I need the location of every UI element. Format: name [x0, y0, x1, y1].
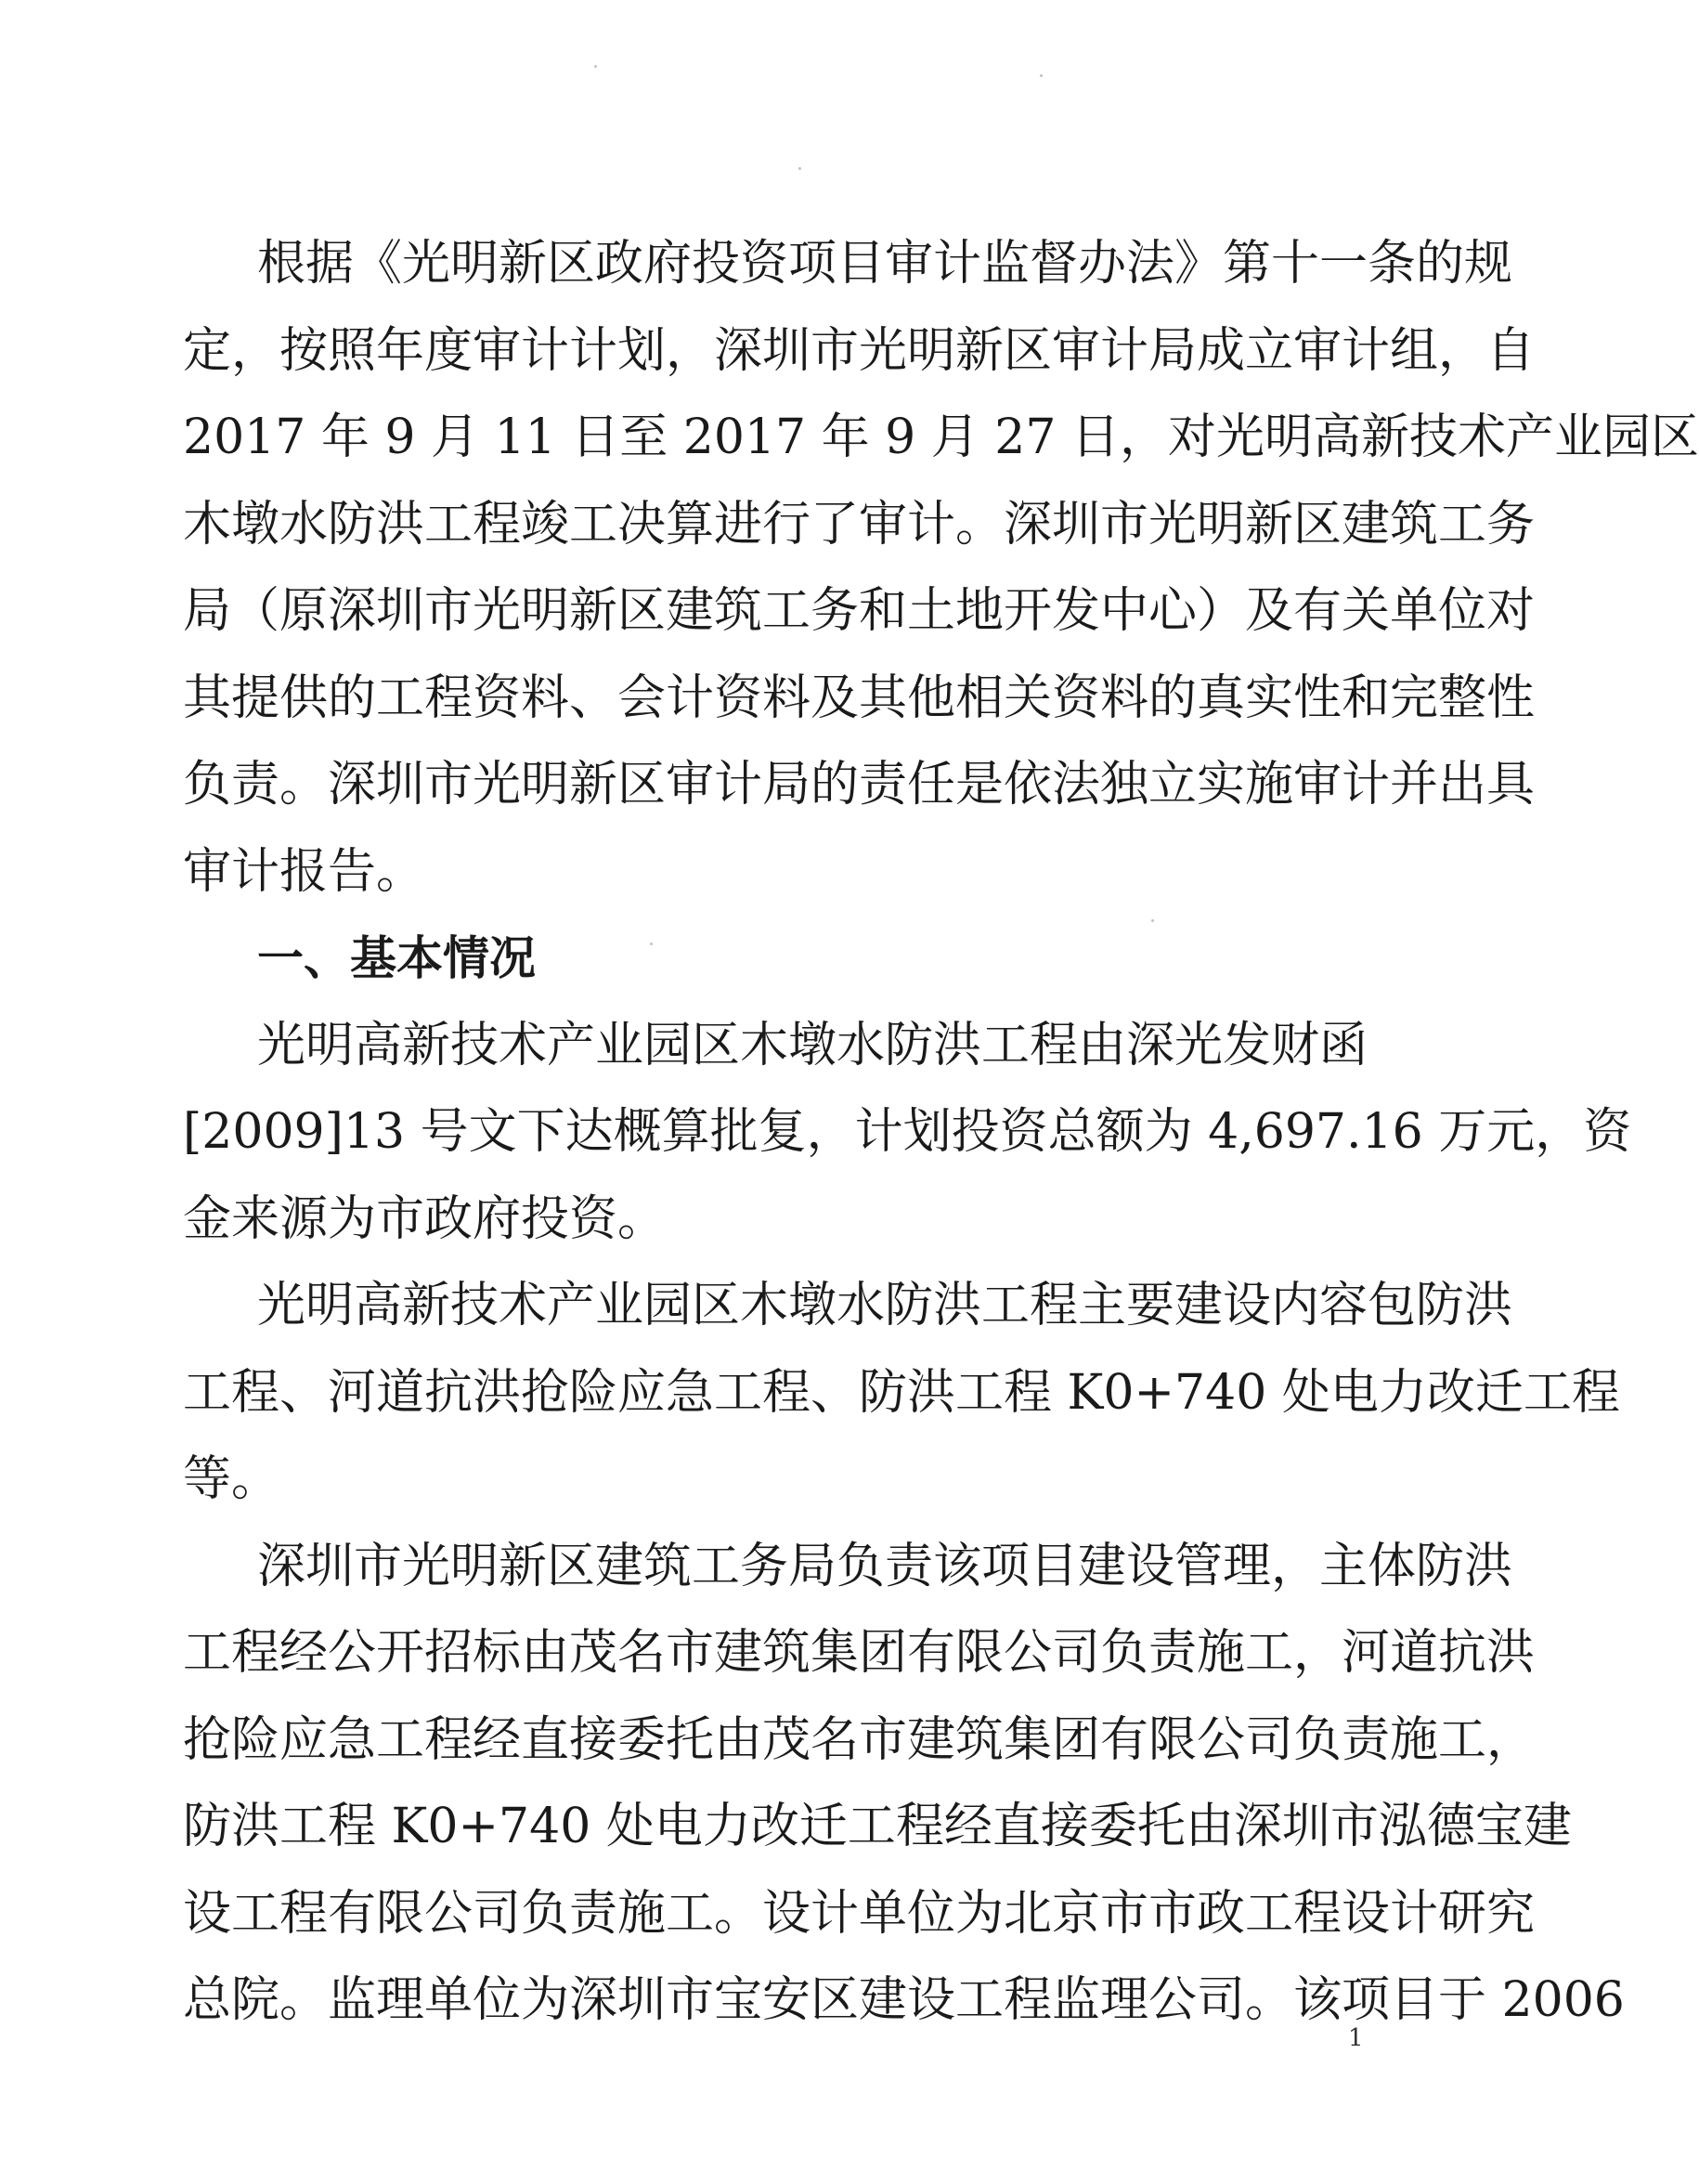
paragraph-4-line-6: 总院。监理单位为深圳市宝安区建设工程监理公司。该项目于 2006 [183, 1972, 1625, 2028]
page-number: 1 [1348, 2024, 1364, 2052]
paragraph-1-line-7: 负责。深圳市光明新区审计局的责任是依法独立实施审计并出具 [183, 757, 1536, 812]
paragraph-1-line-1: 根据《光明新区政府投资项目审计监督办法》第十一条的规 [257, 236, 1513, 292]
scan-speck [594, 65, 597, 68]
paragraph-3-line-3: 等。 [183, 1451, 280, 1507]
paragraph-1-line-5: 局（原深圳市光明新区建筑工务和土地开发中心）及有关单位对 [183, 583, 1536, 639]
scan-speck [650, 942, 653, 945]
scan-speck [798, 167, 801, 170]
paragraph-3-line-1: 光明高新技术产业园区木墩水防洪工程主要建设内容包防洪 [257, 1278, 1513, 1333]
paragraph-2-line-2: [2009]13 号文下达概算批复，计划投资总额为 4,697.16 万元，资 [183, 1104, 1632, 1160]
paragraph-1-line-4: 木墩水防洪工程竣工决算进行了审计。深圳市光明新区建筑工务 [183, 496, 1536, 552]
paragraph-1-line-3: 2017 年 9 月 11 日至 2017 年 9 月 27 日，对光明高新技术产业园区 [183, 410, 1699, 465]
paragraph-1-line-2: 定，按照年度审计计划，深圳市光明新区审计局成立审计组，自 [183, 322, 1536, 379]
section-heading-basic-info: 一、基本情况 [257, 931, 536, 985]
paragraph-4-line-5: 设工程有限公司负责施工。设计单位为北京市市政工程设计研究 [183, 1885, 1536, 1942]
paragraph-2-line-1: 光明高新技术产业园区木墩水防洪工程由深光发财函 [257, 1017, 1368, 1073]
paragraph-3-line-2: 工程、河道抗洪抢险应急工程、防洪工程 K0+740 处电力改迁工程 [183, 1364, 1620, 1421]
paragraph-4-line-1: 深圳市光明新区建筑工务局负责该项目建设管理，主体防洪 [257, 1538, 1513, 1594]
paragraph-1-line-8: 审计报告。 [183, 843, 425, 900]
paragraph-4-line-3: 抢险应急工程经直接委托由茂名市建筑集团有限公司负责施工， [183, 1711, 1536, 1768]
scan-speck [1040, 74, 1043, 77]
paragraph-4-line-2: 工程经公开招标由茂名市建筑集团有限公司负责施工，河道抗洪 [183, 1625, 1536, 1681]
paragraph-4-line-4: 防洪工程 K0+740 处电力改迁工程经直接委托由深圳市泓德宝建 [183, 1799, 1572, 1854]
paragraph-2-line-3: 金来源为市政府投资。 [183, 1190, 667, 1247]
paragraph-1-line-6: 其提供的工程资料、会计资料及其他相关资料的真实性和完整性 [183, 670, 1536, 726]
scan-speck [1151, 919, 1154, 922]
